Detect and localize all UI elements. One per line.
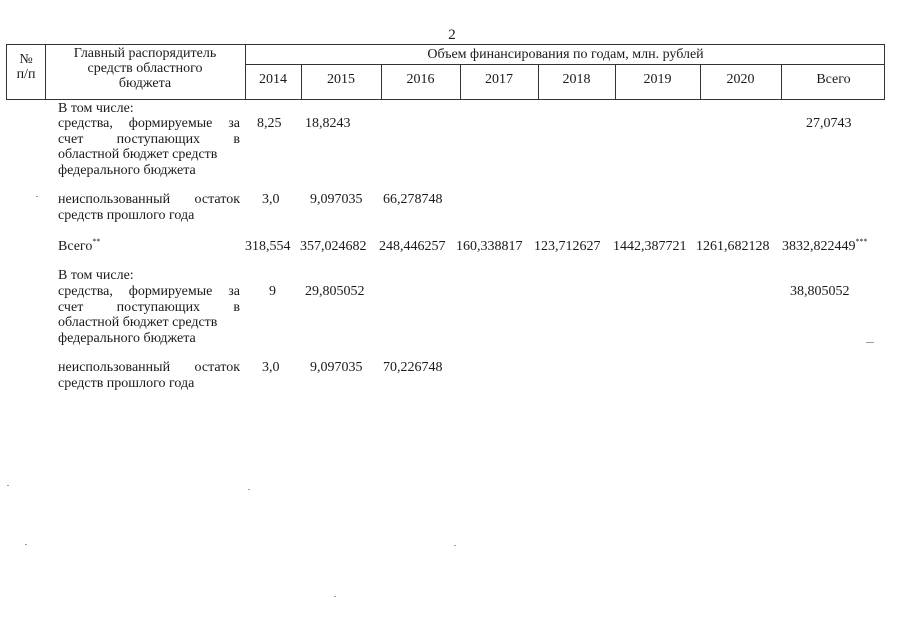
desc-line: областной бюджет средств bbox=[58, 315, 218, 330]
table-header bbox=[6, 44, 885, 100]
total-2018: 123,712627 bbox=[534, 239, 601, 254]
section1-unused-balance-label bbox=[58, 192, 240, 223]
number-label-line-1: № bbox=[19, 52, 33, 67]
total-label-footnote-mark: ** bbox=[92, 237, 101, 246]
scan-speck bbox=[866, 342, 874, 343]
desc-line: средства, формируемые за bbox=[58, 116, 240, 131]
total-2017: 160,338817 bbox=[456, 239, 523, 254]
total-2015: 357,024682 bbox=[300, 239, 367, 254]
desc-line: счет поступающих в bbox=[58, 131, 240, 147]
distributor-label-line-2: средств областного bbox=[87, 61, 203, 76]
section1-federal-funds-label bbox=[58, 116, 240, 178]
desc-line: средства, формируемые за bbox=[58, 284, 240, 299]
total-2019: 1442,387721 bbox=[613, 239, 687, 254]
number-label-line-2: п/п bbox=[16, 67, 36, 82]
section1-federal-total: 27,0743 bbox=[806, 116, 852, 131]
year-header-2015: 2015 bbox=[327, 72, 355, 87]
distributor-label-line-1: Главный распорядитель bbox=[73, 46, 217, 61]
desc-line: областной бюджет средств bbox=[58, 147, 218, 162]
total-row-label bbox=[58, 239, 100, 255]
desc-line: федерального бюджета bbox=[58, 330, 196, 346]
section2-federal-funds-label bbox=[58, 284, 240, 346]
section1-unused-2016: 66,278748 bbox=[383, 192, 443, 207]
distributor-label-line-3: бюджета bbox=[118, 76, 172, 91]
desc-line: федерального бюджета bbox=[58, 162, 196, 178]
desc-line: счет поступающих в bbox=[58, 299, 240, 315]
section2-including-label: В том числе: bbox=[58, 268, 134, 283]
scan-speck bbox=[454, 545, 456, 546]
section2-unused-2014: 3,0 bbox=[262, 360, 280, 375]
section2-unused-2016: 70,226748 bbox=[383, 360, 443, 375]
scan-speck bbox=[36, 196, 38, 197]
section2-unused-2015: 9,097035 bbox=[310, 360, 363, 375]
year-header-2016: 2016 bbox=[406, 72, 435, 87]
total-label-text: Всего bbox=[58, 239, 93, 254]
total-footnote-mark: *** bbox=[855, 237, 868, 246]
page-number: 2 bbox=[448, 27, 456, 43]
desc-line: неиспользованный остаток bbox=[58, 360, 240, 375]
section2-federal-2015: 29,805052 bbox=[305, 284, 365, 299]
scan-speck bbox=[25, 544, 27, 545]
header-divider bbox=[245, 64, 884, 65]
section1-federal-2014: 8,25 bbox=[257, 116, 282, 131]
year-header-2020: 2020 bbox=[726, 72, 755, 87]
total-all-years bbox=[782, 239, 868, 255]
desc-line: неиспользованный остаток bbox=[58, 192, 240, 207]
section1-unused-2014: 3,0 bbox=[262, 192, 280, 207]
section2-federal-2014: 9 bbox=[269, 284, 276, 299]
total-2014: 318,554 bbox=[245, 239, 291, 254]
total-all-years-value: 3832,822449 bbox=[782, 239, 856, 254]
scan-speck bbox=[7, 485, 9, 486]
year-header-2014: 2014 bbox=[259, 72, 287, 87]
scan-speck bbox=[334, 596, 336, 597]
year-header-2018: 2018 bbox=[562, 72, 591, 87]
total-header: Всего bbox=[816, 72, 851, 87]
scan-speck bbox=[248, 489, 250, 490]
section1-including-label: В том числе: bbox=[58, 101, 134, 116]
section2-federal-total: 38,805052 bbox=[790, 284, 850, 299]
total-2016: 248,446257 bbox=[379, 239, 446, 254]
desc-line: средств прошлого года bbox=[58, 375, 195, 391]
year-header-2017: 2017 bbox=[485, 72, 513, 87]
total-2020: 1261,682128 bbox=[696, 239, 770, 254]
distributor-column-header bbox=[45, 46, 245, 91]
year-header-2019: 2019 bbox=[643, 72, 672, 87]
section1-federal-2015: 18,8243 bbox=[305, 116, 351, 131]
desc-line: средств прошлого года bbox=[58, 207, 195, 223]
section2-unused-balance-label bbox=[58, 360, 240, 391]
section1-unused-2015: 9,097035 bbox=[310, 192, 363, 207]
volume-column-header: Объем финансирования по годам, млн. рублей bbox=[427, 47, 704, 62]
number-column-header bbox=[7, 52, 45, 82]
